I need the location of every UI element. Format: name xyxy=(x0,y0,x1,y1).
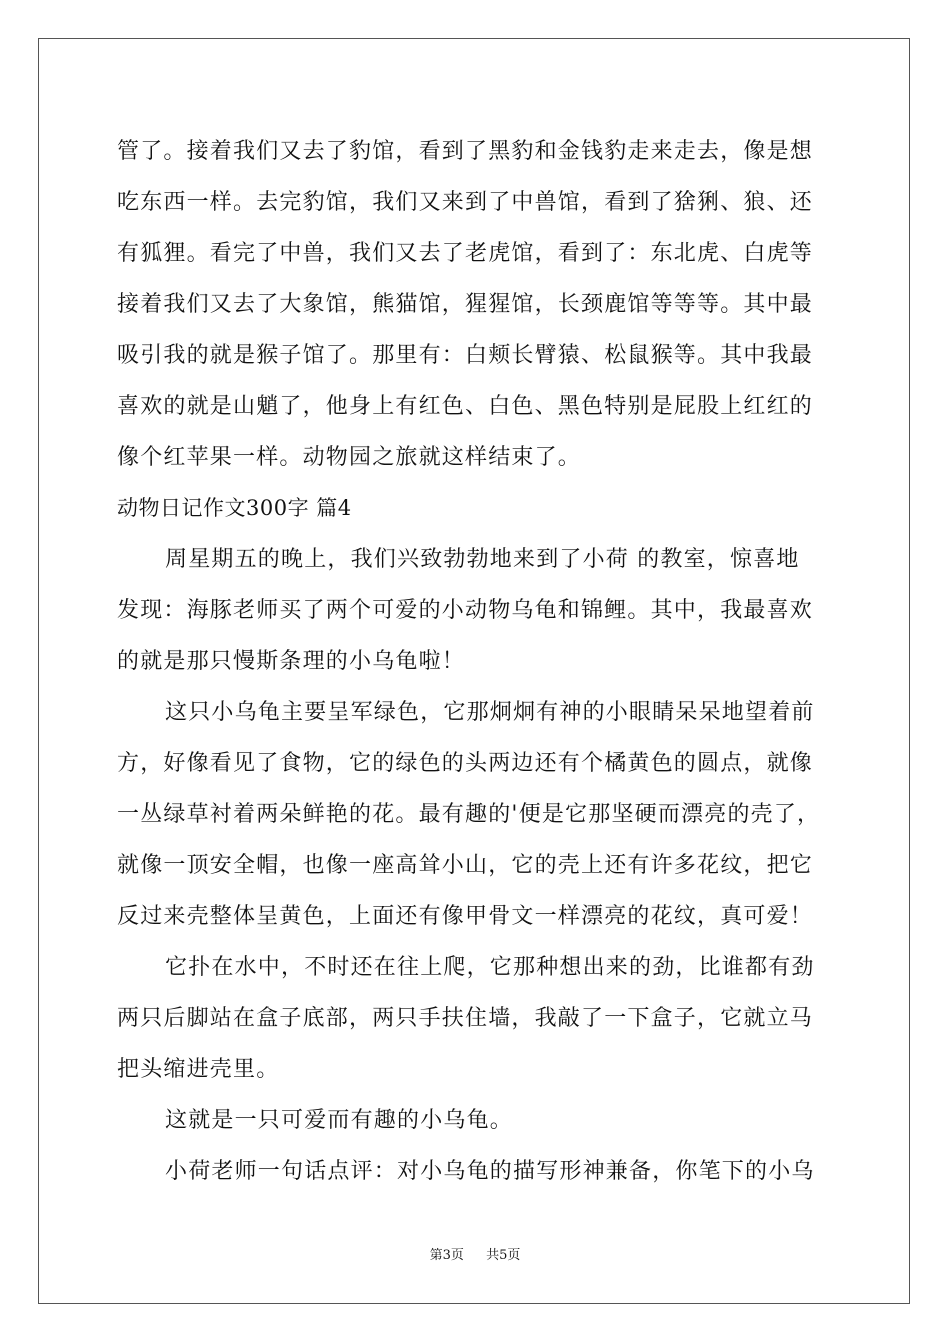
text-line: 吸引我的就是猴子馆了。那里有：白颊长臂猿、松鼠猴等。其中我最 xyxy=(117,343,814,368)
text-line: 发现：海豚老师买了两个可爱的小动物乌龟和锦鲤。其中，我最喜欢 xyxy=(117,598,814,623)
text-line: 两只后脚站在盒子底部，两只手扶住墙，我敲了一下盒子，它就立马 xyxy=(117,1006,814,1031)
text-line: 就像一顶安全帽，也像一座高耸小山，它的壳上还有许多花纹，把它 xyxy=(117,853,814,878)
text-line: 反过来壳整体呈黄色，上面还有像甲骨文一样漂亮的花纹，真可爱！ xyxy=(117,904,814,929)
text-line: 接着我们又去了大象馆，熊猫馆，猩猩馆，长颈鹿馆等等等。其中最 xyxy=(117,292,814,317)
section-heading: 动物日记作文300字 篇4 xyxy=(117,496,352,520)
document-body xyxy=(117,126,833,1197)
text-line: 它扑在水中，不时还在往上爬，它那种想出来的劲，比谁都有劲 xyxy=(165,955,815,980)
text-line: 把头缩进壳里。 xyxy=(117,1057,280,1082)
text-line: 这只小乌龟主要呈军绿色，它那炯炯有神的小眼睛呆呆地望着前 xyxy=(165,700,815,725)
text-line: 管了。接着我们又去了豹馆，看到了黑豹和金钱豹走来走去，像是想 xyxy=(117,139,814,164)
text-line: 有狐狸。看完了中兽，我们又去了老虎馆，看到了：东北虎、白虎等 xyxy=(117,241,814,266)
page-number-current: 第3页 xyxy=(429,1248,464,1263)
text-line: 方，好像看见了食物，它的绿色的头两边还有个橘黄色的圆点，就像 xyxy=(117,751,814,776)
page-footer xyxy=(0,1244,950,1263)
text-line: 像个红苹果一样。动物园之旅就这样结束了。 xyxy=(117,445,582,470)
text-line: 周星期五的晚上，我们兴致勃勃地来到了小荷 的教室，惊喜地 xyxy=(165,547,800,572)
text-line: 吃东西一样。去完豹馆，我们又来到了中兽馆，看到了猞猁、狼、还 xyxy=(117,190,814,215)
page-number-total: 共5页 xyxy=(486,1248,521,1263)
text-line: 这就是一只可爱而有趣的小乌龟。 xyxy=(165,1108,514,1133)
text-line: 小荷老师一句话点评：对小乌龟的描写形神兼备，你笔下的小乌 xyxy=(165,1159,815,1184)
text-line: 一丛绿草衬着两朵鲜艳的花。最有趣的'便是它那坚硬而漂亮的壳了， xyxy=(117,802,821,827)
text-line: 喜欢的就是山魈了，他身上有红色、白色、黑色特别是屁股上红红的 xyxy=(117,394,814,419)
text-line: 的就是那只慢斯条理的小乌龟啦！ xyxy=(117,649,466,674)
